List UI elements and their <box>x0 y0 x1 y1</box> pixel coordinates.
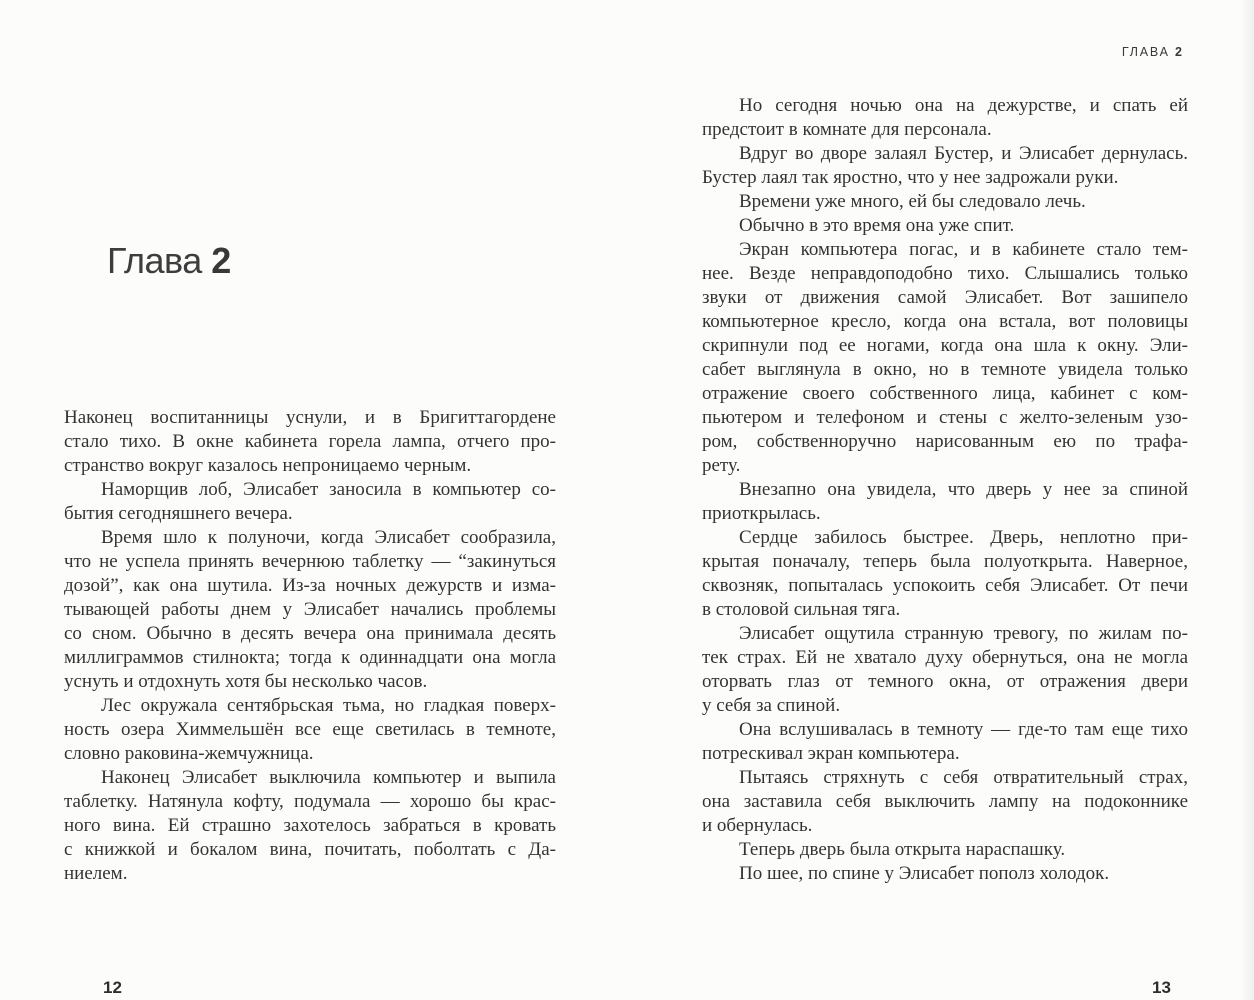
text-line: Наконец воспитанницы уснули, и в Бригиттагордене <box>64 407 556 428</box>
text-line: дозой”, как она шутила. Из-за ночных дежурств и изма- <box>64 575 556 596</box>
paragraph <box>64 406 556 478</box>
text-line: рету. <box>702 455 741 476</box>
page-number-left: 12 <box>103 978 122 997</box>
text-line: Времени уже много, ей бы следовало лечь. <box>739 191 1086 212</box>
paragraph <box>702 622 1188 718</box>
text-line: Пытаясь стряхнуть с себя отвратительный страх, <box>739 767 1188 788</box>
text-line: уснуть и отдохнуть хотя бы несколько часов. <box>64 671 428 692</box>
text-line: таблетку. Натянула кофту, подумала — хорошо бы крас- <box>64 791 556 812</box>
chapter-title-number: 2 <box>211 240 231 281</box>
paragraph <box>702 142 1188 190</box>
text-line: ром, собственноручно нарисованным ею по трафа- <box>702 431 1188 452</box>
text-line: Наморщив лоб, Элисабет заносила в компьютер со- <box>101 479 556 500</box>
text-line: у себя за спиной. <box>702 695 841 716</box>
running-head-number: 2 <box>1175 45 1182 59</box>
text-line: отражение своего собственного лица, кабинет с ком- <box>702 383 1188 404</box>
text-line: компьютерное кресло, когда она встала, вот половицы <box>702 311 1188 332</box>
running-head-word: ГЛАВА <box>1121 45 1170 59</box>
paragraph <box>702 238 1188 478</box>
text-line: со сном. Обычно в десять вечера она принимала десять <box>64 623 556 644</box>
paragraph <box>64 694 556 766</box>
text-line: Элисабет ощутила странную тревогу, по жилам по- <box>739 623 1188 644</box>
right-page-text <box>702 94 1188 886</box>
chapter-title-word: Глава <box>107 240 202 281</box>
text-line: тек страх. Ей не хватало духу обернуться, она не могла <box>702 647 1188 668</box>
text-line: Внезапно она увидела, что дверь у нее за спиной <box>739 479 1188 500</box>
text-line: Сердце забилось быстрее. Дверь, неплотно при- <box>739 527 1188 548</box>
text-line: ного вина. Ей страшно захотелось забраться в кровать <box>64 815 556 836</box>
paragraph <box>702 862 1188 886</box>
text-line: Экран компьютера погас, и в кабинете стало тем- <box>739 239 1188 260</box>
text-line: с книжкой и бокалом вина, почитать, поболтать с Да- <box>64 839 556 860</box>
text-line: стало тихо. В окне кабинета горела лампа, отчего про- <box>64 431 556 452</box>
text-line: По шее, по спине у Элисабет пополз холодок. <box>739 863 1110 884</box>
text-line: странство вокруг казалось непроницаемо черным. <box>64 455 472 476</box>
paragraph <box>64 478 556 526</box>
left-page-text <box>64 406 556 886</box>
paragraph <box>702 190 1188 214</box>
paragraph <box>702 766 1188 838</box>
text-line: Вдруг во дворе залаял Бустер, и Элисабет дернулась. <box>739 143 1188 164</box>
text-line: и обернулась. <box>702 815 813 836</box>
paragraph <box>64 526 556 694</box>
text-line: Обычно в это время она уже спит. <box>739 215 1015 236</box>
chapter-title <box>107 242 231 280</box>
text-line: предстоит в комнате для персонала. <box>702 119 992 140</box>
text-line: нее. Везде неправдоподобно тихо. Слышались только <box>702 263 1188 284</box>
text-line: тывающей работы днем у Элисабет начались проблемы <box>64 599 556 620</box>
text-line: словно раковина-жемчужница. <box>64 743 314 764</box>
text-line: потрескивал экран компьютера. <box>702 743 960 764</box>
text-line: в столовой сильная тяга. <box>702 599 901 620</box>
paragraph <box>702 214 1188 238</box>
paragraph <box>702 526 1188 622</box>
text-line: Лес окружала сентябрьская тьма, но гладкая поверх- <box>101 695 556 716</box>
text-line: бытия сегодняшнего вечера. <box>64 503 293 524</box>
text-line: сквозняк, попыталась успокоить себя Элисабет. От печи <box>702 575 1188 596</box>
text-line: она заставила себя выключить лампу на подоконнике <box>702 791 1188 812</box>
text-line: Бустер лаял так яростно, что у нее задрожали руки. <box>702 167 1119 188</box>
paragraph <box>64 766 556 886</box>
text-line: пьютером и телефоном и стены с желто-зеленым узо- <box>702 407 1188 428</box>
text-line: ниелем. <box>64 863 128 884</box>
text-line: Но сегодня ночью она на дежурстве, и спать ей <box>739 95 1188 116</box>
text-line: Наконец Элисабет выключила компьютер и выпила <box>101 767 556 788</box>
page-number-right: 13 <box>1152 978 1171 997</box>
text-line: скрипнули под ее ногами, когда она шла к окну. Эли- <box>702 335 1188 356</box>
paragraph <box>702 94 1188 142</box>
text-line: крытая поначалу, теперь была полуоткрыта. Наверное, <box>702 551 1188 572</box>
text-line: что не успела принять вечернюю таблетку — “закинуться <box>64 551 556 572</box>
paragraph <box>702 718 1188 766</box>
running-head <box>702 45 1182 59</box>
text-line: ность озера Химмельшён все еще светилась в темноте, <box>64 719 556 740</box>
text-line: звуки от движения самой Элисабет. Вот зашипело <box>702 287 1188 308</box>
paragraph <box>702 478 1188 526</box>
text-line: Она вслушивалась в темноту — где-то там еще тихо <box>739 719 1188 740</box>
text-line: сабет выглянула в окно, но в темноте увидела только <box>702 359 1188 380</box>
text-line: Теперь дверь была открыта нараспашку. <box>739 839 1066 860</box>
text-line: миллиграммов стилнокта; тогда к одиннадцати она могла <box>64 647 556 668</box>
text-line: Время шло к полуночи, когда Элисабет сообразила, <box>101 527 556 548</box>
text-line: оторвать глаз от темного окна, от отражения двери <box>702 671 1188 692</box>
text-line: приоткрылась. <box>702 503 821 524</box>
paragraph <box>702 838 1188 862</box>
